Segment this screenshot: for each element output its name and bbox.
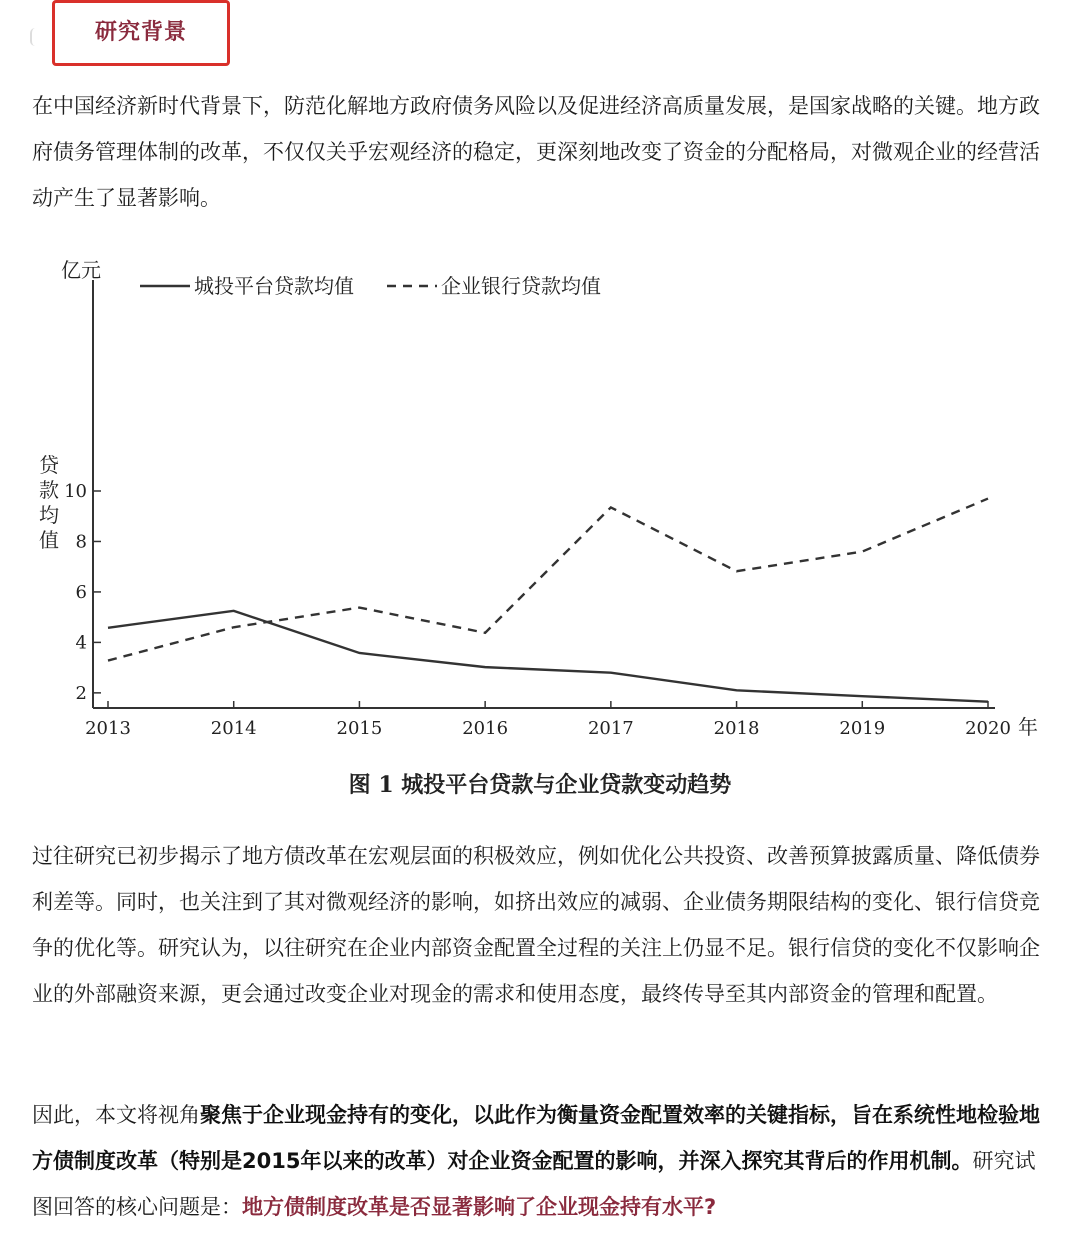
literature-paragraph: 过往研究已初步揭示了地方债改革在宏观层面的积极效应，例如优化公共投资、改善预算披露质量、降低债券利差等。同时，也关注到了其对微观经济的影响，如挤出效应的减弱、企业债务期限结构的变化、银行信贷竞争的优化等。研究认为，以往研究在企业内部资金配置全过程的关注上仍显不足。银行信贷的变化不仅影响企业的外部融资来源，更会通过改变企业对现金的需求和使用态度，最终传导至其内部资金的管理和配置。 bbox=[32, 844, 1040, 1006]
section-title: 研究背景 bbox=[94, 19, 187, 45]
x-tick-label: 2016 bbox=[462, 718, 509, 739]
x-axis-label: 年 bbox=[1018, 715, 1038, 739]
x-tick-label: 2019 bbox=[839, 718, 886, 739]
legend-label-2: 企业银行贷款均值 bbox=[441, 274, 601, 298]
y-tick-label: 4 bbox=[75, 632, 87, 654]
research-question-paragraph bbox=[32, 1092, 1052, 1230]
x-tick-label: 2017 bbox=[587, 718, 634, 739]
y-tick-label: 2 bbox=[75, 682, 87, 704]
x-tick-label: 2018 bbox=[713, 718, 760, 739]
loan-trend-chart bbox=[0, 240, 1080, 760]
x-tick-label: 2013 bbox=[85, 718, 131, 739]
series-line-1 bbox=[108, 611, 988, 702]
core-question: 地方债制度改革是否显著影响了企业现金持有水平? bbox=[242, 1195, 717, 1219]
y-tick-label: 10 bbox=[64, 481, 87, 502]
y-tick-label: 6 bbox=[75, 581, 87, 603]
p3-lead: 因此，本文将视角 bbox=[32, 1103, 200, 1127]
y-axis-label-char: 均 bbox=[39, 503, 59, 527]
section-title-box bbox=[52, 0, 230, 66]
series-line-2 bbox=[108, 499, 988, 661]
x-tick-label: 2014 bbox=[210, 718, 257, 739]
y-axis-label-char: 值 bbox=[39, 528, 59, 552]
y-tick-label: 8 bbox=[75, 531, 87, 553]
intro-paragraph: 在中国经济新时代背景下，防范化解地方政府债务风险以及促进经济高质量发展，是国家战略的关键。地方政府债务管理体制的改革，不仅仅关乎宏观经济的稳定，更深刻地改变了资金的分配格局，对微观企业的经营活动产生了显著影响。 bbox=[32, 94, 1040, 210]
p3-mid: 研究试图回答的核心问题是： bbox=[32, 1149, 1036, 1219]
y-unit-label: 亿元 bbox=[61, 258, 101, 282]
figure-caption: 图 1 城投平台贷款与企业贷款变动趋势 bbox=[348, 772, 732, 798]
decorative-mark bbox=[30, 28, 40, 46]
y-axis-label-char: 款 bbox=[39, 478, 59, 502]
p3-bold-text: 聚焦于企业现金持有的变化，以此作为衡量资金配置效率的关键指标，旨在系统性地检验地方债制度改革（特别是2015年以来的改革）对企业资金配置的影响，并深入探究其背后的作用机制。 bbox=[32, 1103, 1040, 1173]
x-tick-label: 2015 bbox=[336, 718, 383, 739]
y-axis-label-char: 贷 bbox=[39, 453, 59, 477]
legend-label-1: 城投平台贷款均值 bbox=[194, 274, 354, 298]
x-tick-label: 2020 bbox=[965, 718, 1011, 739]
